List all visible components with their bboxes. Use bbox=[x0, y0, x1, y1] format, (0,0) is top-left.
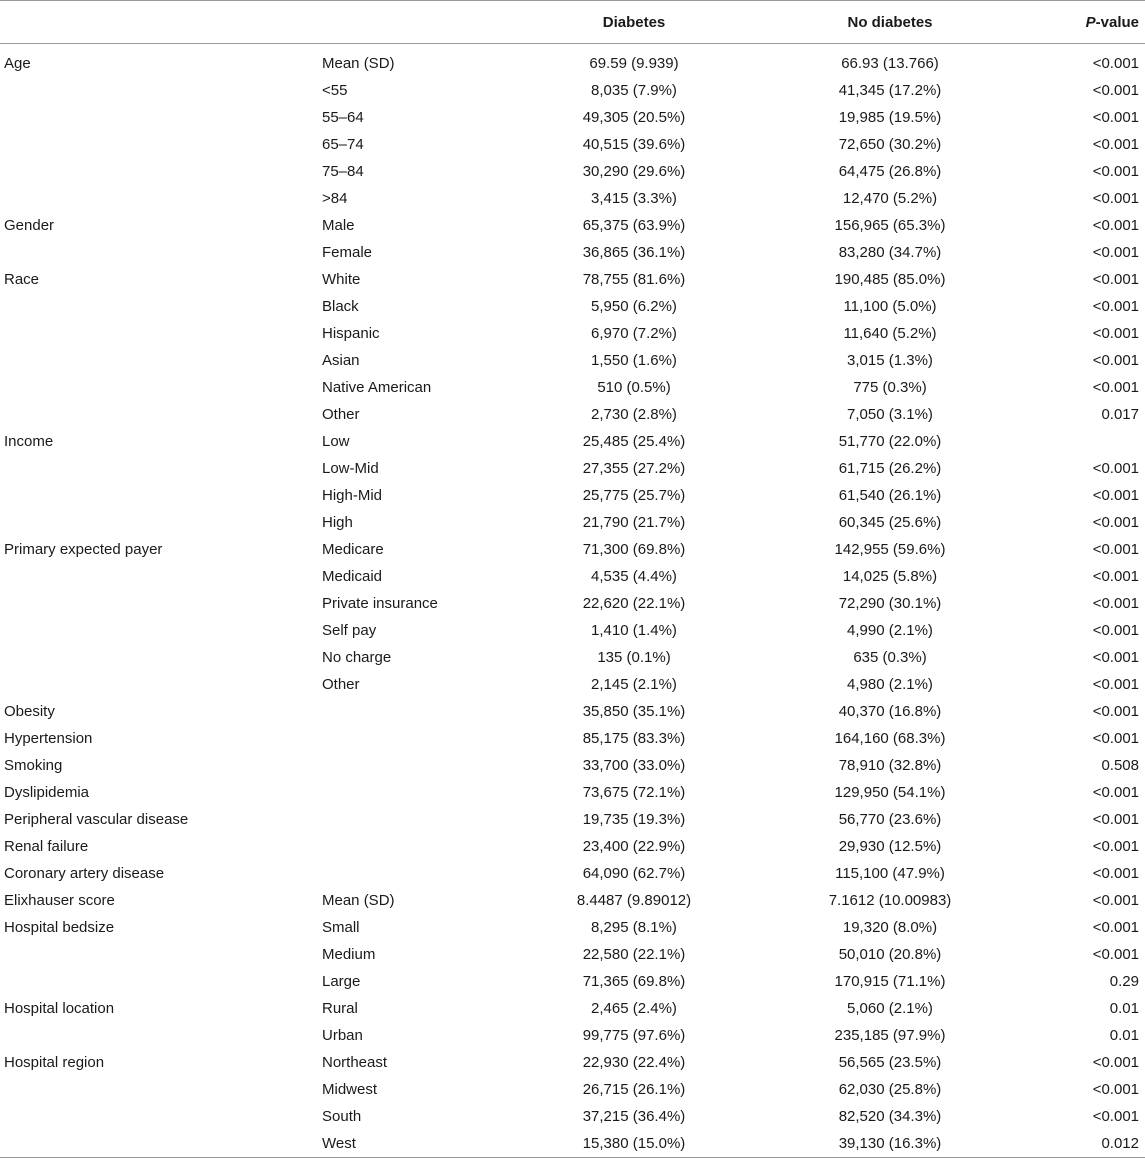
row-pvalue: <0.001 bbox=[1092, 136, 1139, 153]
table-row bbox=[0, 509, 1145, 536]
row-pvalue: <0.001 bbox=[1092, 163, 1139, 180]
table-body bbox=[0, 44, 1145, 1158]
row-no-diabetes-value: 5,060 (2.1%) bbox=[847, 1000, 933, 1017]
row-category: <55 bbox=[322, 82, 348, 99]
table-row bbox=[0, 860, 1145, 887]
row-no-diabetes-value: 61,540 (26.1%) bbox=[838, 487, 942, 504]
row-variable: Race bbox=[4, 271, 40, 288]
row-pvalue: 0.29 bbox=[1109, 973, 1139, 990]
row-diabetes-value: 5,950 (6.2%) bbox=[591, 298, 677, 315]
row-diabetes-value: 85,175 (83.3%) bbox=[582, 730, 686, 747]
row-pvalue: <0.001 bbox=[1092, 838, 1139, 855]
table-row bbox=[0, 44, 1145, 78]
row-pvalue: <0.001 bbox=[1092, 325, 1139, 342]
header-diabetes: Diabetes bbox=[508, 1, 760, 44]
row-diabetes-value: 4,535 (4.4%) bbox=[591, 568, 677, 585]
header-variable bbox=[0, 1, 318, 44]
table-row bbox=[0, 887, 1145, 914]
row-pvalue: <0.001 bbox=[1092, 919, 1139, 936]
row-category: Northeast bbox=[322, 1054, 388, 1071]
table-row bbox=[0, 833, 1145, 860]
header-pvalue-rest: -value bbox=[1095, 13, 1139, 31]
row-variable: Peripheral vascular disease bbox=[4, 811, 189, 828]
table-row bbox=[0, 401, 1145, 428]
row-no-diabetes-value: 7.1612 (10.00983) bbox=[828, 892, 952, 909]
row-category: Midwest bbox=[322, 1081, 378, 1098]
row-diabetes-value: 78,755 (81.6%) bbox=[582, 271, 686, 288]
row-variable bbox=[0, 293, 318, 320]
row-no-diabetes-value: 64,475 (26.8%) bbox=[838, 163, 942, 180]
row-no-diabetes-value: 83,280 (34.7%) bbox=[838, 244, 942, 261]
row-variable: Hospital location bbox=[4, 1000, 115, 1017]
row-diabetes-value: 19,735 (19.3%) bbox=[582, 811, 686, 828]
row-variable bbox=[0, 77, 318, 104]
table-row bbox=[0, 374, 1145, 401]
table-row bbox=[0, 347, 1145, 374]
row-variable bbox=[0, 239, 318, 266]
row-diabetes-value: 25,485 (25.4%) bbox=[582, 433, 686, 450]
row-pvalue: <0.001 bbox=[1092, 784, 1139, 801]
row-variable bbox=[0, 509, 318, 536]
row-category bbox=[318, 698, 508, 725]
row-variable: Hospital bedsize bbox=[4, 919, 115, 936]
row-category: Hispanic bbox=[322, 325, 380, 342]
row-diabetes-value: 22,930 (22.4%) bbox=[582, 1054, 686, 1071]
row-category: White bbox=[322, 271, 361, 288]
table-row bbox=[0, 104, 1145, 131]
row-category: Female bbox=[322, 244, 373, 261]
row-category: Other bbox=[322, 406, 360, 423]
row-category bbox=[318, 779, 508, 806]
row-no-diabetes-value: 60,345 (25.6%) bbox=[838, 514, 942, 531]
row-no-diabetes-value: 7,050 (3.1%) bbox=[847, 406, 933, 423]
row-category: Rural bbox=[322, 1000, 358, 1017]
row-pvalue: <0.001 bbox=[1092, 703, 1139, 720]
row-pvalue: <0.001 bbox=[1092, 298, 1139, 315]
row-variable bbox=[0, 320, 318, 347]
table-row bbox=[0, 131, 1145, 158]
row-category: Low-Mid bbox=[322, 460, 379, 477]
row-no-diabetes-value: 19,320 (8.0%) bbox=[842, 919, 938, 936]
table-header bbox=[0, 1, 1145, 44]
row-no-diabetes-value: 115,100 (47.9%) bbox=[835, 865, 945, 882]
row-category: 55–64 bbox=[322, 109, 364, 126]
row-no-diabetes-value: 11,100 (5.0%) bbox=[843, 298, 937, 315]
table-row bbox=[0, 293, 1145, 320]
row-no-diabetes-value: 29,930 (12.5%) bbox=[838, 838, 942, 855]
row-diabetes-value: 49,305 (20.5%) bbox=[582, 109, 686, 126]
row-diabetes-value: 33,700 (33.0%) bbox=[582, 757, 686, 774]
row-variable: Hospital region bbox=[4, 1054, 105, 1071]
row-pvalue: <0.001 bbox=[1092, 811, 1139, 828]
row-pvalue: <0.001 bbox=[1092, 730, 1139, 747]
row-no-diabetes-value: 56,770 (23.6%) bbox=[838, 811, 942, 828]
row-category: Low bbox=[322, 433, 350, 450]
row-pvalue: <0.001 bbox=[1092, 568, 1139, 585]
row-pvalue: 0.508 bbox=[1101, 757, 1139, 774]
row-no-diabetes-value: 82,520 (34.3%) bbox=[838, 1108, 942, 1125]
row-pvalue: <0.001 bbox=[1092, 946, 1139, 963]
row-pvalue: <0.001 bbox=[1092, 676, 1139, 693]
row-no-diabetes-value: 51,770 (22.0%) bbox=[838, 433, 942, 450]
row-variable bbox=[0, 671, 318, 698]
row-no-diabetes-value: 11,640 (5.2%) bbox=[843, 325, 937, 342]
row-pvalue: <0.001 bbox=[1092, 379, 1139, 396]
row-variable bbox=[0, 455, 318, 482]
row-diabetes-value: 2,145 (2.1%) bbox=[591, 676, 677, 693]
row-variable bbox=[0, 644, 318, 671]
row-diabetes-value: 27,355 (27.2%) bbox=[582, 460, 686, 477]
row-diabetes-value: 25,775 (25.7%) bbox=[582, 487, 686, 504]
row-no-diabetes-value: 635 (0.3%) bbox=[853, 649, 927, 666]
table-row bbox=[0, 482, 1145, 509]
row-variable: Elixhauser score bbox=[4, 892, 115, 909]
row-diabetes-value: 69.59 (9.939) bbox=[589, 55, 679, 72]
row-no-diabetes-value: 61,715 (26.2%) bbox=[838, 460, 942, 477]
row-diabetes-value: 8.4487 (9.89012) bbox=[576, 892, 692, 909]
row-pvalue: <0.001 bbox=[1092, 1081, 1139, 1098]
row-no-diabetes-value: 50,010 (20.8%) bbox=[838, 946, 942, 963]
row-diabetes-value: 2,465 (2.4%) bbox=[591, 1000, 677, 1017]
row-no-diabetes-value: 129,950 (54.1%) bbox=[834, 784, 946, 801]
table-row bbox=[0, 266, 1145, 293]
row-variable bbox=[0, 1130, 318, 1158]
table-row bbox=[0, 995, 1145, 1022]
row-diabetes-value: 26,715 (26.1%) bbox=[582, 1081, 686, 1098]
table-row bbox=[0, 698, 1145, 725]
row-category: South bbox=[322, 1108, 362, 1125]
row-pvalue: <0.001 bbox=[1092, 892, 1139, 909]
row-no-diabetes-value: 56,565 (23.5%) bbox=[838, 1054, 942, 1071]
row-pvalue: <0.001 bbox=[1092, 217, 1139, 234]
row-no-diabetes-value: 41,345 (17.2%) bbox=[838, 82, 942, 99]
table-row bbox=[0, 239, 1145, 266]
row-variable bbox=[0, 185, 318, 212]
row-diabetes-value: 8,295 (8.1%) bbox=[591, 919, 677, 936]
row-variable: Obesity bbox=[4, 703, 55, 720]
table-row bbox=[0, 77, 1145, 104]
row-variable bbox=[0, 374, 318, 401]
row-diabetes-value: 36,865 (36.1%) bbox=[582, 244, 686, 261]
row-pvalue: 0.012 bbox=[1020, 1130, 1145, 1158]
row-diabetes-value: 99,775 (97.6%) bbox=[582, 1027, 686, 1044]
row-variable: Dyslipidemia bbox=[4, 784, 90, 801]
header-pvalue-italic: P bbox=[1085, 13, 1096, 31]
row-category: Male bbox=[322, 217, 355, 234]
row-pvalue: <0.001 bbox=[1092, 190, 1139, 207]
row-diabetes-value: 65,375 (63.9%) bbox=[582, 217, 686, 234]
row-variable bbox=[0, 590, 318, 617]
row-category bbox=[318, 860, 508, 887]
row-variable bbox=[0, 131, 318, 158]
row-category bbox=[318, 725, 508, 752]
table-row bbox=[0, 536, 1145, 563]
row-variable bbox=[0, 617, 318, 644]
table-row bbox=[0, 320, 1145, 347]
row-category: Large bbox=[322, 973, 361, 990]
row-no-diabetes-value: 72,290 (30.1%) bbox=[838, 595, 942, 612]
row-pvalue: <0.001 bbox=[1092, 109, 1139, 126]
row-pvalue: <0.001 bbox=[1092, 271, 1139, 288]
row-variable bbox=[0, 1022, 318, 1049]
row-pvalue: <0.001 bbox=[1092, 1054, 1139, 1071]
row-variable: Smoking bbox=[4, 757, 63, 774]
row-diabetes-value: 30,290 (29.6%) bbox=[582, 163, 686, 180]
row-category: Black bbox=[322, 298, 359, 315]
table-row bbox=[0, 806, 1145, 833]
row-category bbox=[318, 806, 508, 833]
row-no-diabetes-value: 4,980 (2.1%) bbox=[847, 676, 933, 693]
row-variable: Coronary artery disease bbox=[4, 865, 165, 882]
row-pvalue: 0.01 bbox=[1109, 1027, 1139, 1044]
row-variable: Primary expected payer bbox=[4, 541, 163, 558]
table-row bbox=[0, 1022, 1145, 1049]
row-no-diabetes-value: 19,985 (19.5%) bbox=[838, 109, 942, 126]
row-pvalue: <0.001 bbox=[1092, 865, 1139, 882]
row-variable: Income bbox=[4, 433, 54, 450]
table-row bbox=[0, 1103, 1145, 1130]
row-no-diabetes-value: 156,965 (65.3%) bbox=[834, 217, 946, 234]
row-variable bbox=[0, 1076, 318, 1103]
row-pvalue: <0.001 bbox=[1092, 622, 1139, 639]
row-diabetes-value: 40,515 (39.6%) bbox=[582, 136, 686, 153]
row-pvalue: <0.001 bbox=[1092, 1108, 1139, 1125]
row-diabetes-value: 510 (0.5%) bbox=[597, 379, 671, 396]
table-row bbox=[0, 590, 1145, 617]
row-diabetes-value: 3,415 (3.3%) bbox=[591, 190, 677, 207]
table-row bbox=[0, 185, 1145, 212]
row-diabetes-value: 1,410 (1.4%) bbox=[591, 622, 677, 639]
row-pvalue: <0.001 bbox=[1092, 55, 1139, 72]
row-no-diabetes-value: 40,370 (16.8%) bbox=[838, 703, 942, 720]
row-diabetes-value: 135 (0.1%) bbox=[597, 649, 671, 666]
row-category: Medicaid bbox=[322, 568, 383, 585]
row-category: Medium bbox=[322, 946, 376, 963]
row-category: Native American bbox=[322, 379, 432, 396]
row-category: High bbox=[322, 514, 353, 531]
row-no-diabetes-value: 12,470 (5.2%) bbox=[842, 190, 938, 207]
row-no-diabetes-value: 235,185 (97.9%) bbox=[834, 1027, 946, 1044]
table-row bbox=[0, 428, 1145, 455]
row-category: Asian bbox=[322, 352, 360, 369]
table-row bbox=[0, 752, 1145, 779]
row-no-diabetes-value: 62,030 (25.8%) bbox=[838, 1081, 942, 1098]
row-pvalue: <0.001 bbox=[1092, 82, 1139, 99]
row-variable bbox=[0, 563, 318, 590]
table-row bbox=[0, 1049, 1145, 1076]
row-variable bbox=[0, 941, 318, 968]
row-diabetes-value: 22,580 (22.1%) bbox=[582, 946, 686, 963]
row-category: High-Mid bbox=[322, 487, 383, 504]
row-variable bbox=[0, 104, 318, 131]
row-variable bbox=[0, 1103, 318, 1130]
row-diabetes-value: 21,790 (21.7%) bbox=[582, 514, 686, 531]
row-diabetes-value: 71,300 (69.8%) bbox=[582, 541, 686, 558]
row-diabetes-value: 37,215 (36.4%) bbox=[582, 1108, 686, 1125]
row-no-diabetes-value: 39,130 (16.3%) bbox=[760, 1130, 1020, 1158]
table-row bbox=[0, 779, 1145, 806]
table-row bbox=[0, 563, 1145, 590]
row-variable bbox=[0, 482, 318, 509]
table-row bbox=[0, 941, 1145, 968]
row-diabetes-value: 35,850 (35.1%) bbox=[582, 703, 686, 720]
table-row bbox=[0, 644, 1145, 671]
row-diabetes-value: 8,035 (7.9%) bbox=[591, 82, 677, 99]
row-pvalue: <0.001 bbox=[1092, 541, 1139, 558]
header-pvalue bbox=[1020, 1, 1145, 44]
row-diabetes-value: 73,675 (72.1%) bbox=[582, 784, 686, 801]
table-row bbox=[0, 914, 1145, 941]
row-category: West bbox=[318, 1130, 508, 1158]
row-variable bbox=[0, 347, 318, 374]
row-pvalue: 0.01 bbox=[1109, 1000, 1139, 1017]
row-variable bbox=[0, 968, 318, 995]
row-no-diabetes-value: 72,650 (30.2%) bbox=[838, 136, 942, 153]
row-pvalue: <0.001 bbox=[1092, 460, 1139, 477]
table-row bbox=[0, 158, 1145, 185]
row-pvalue: <0.001 bbox=[1092, 595, 1139, 612]
row-no-diabetes-value: 3,015 (1.3%) bbox=[847, 352, 933, 369]
row-no-diabetes-value: 775 (0.3%) bbox=[853, 379, 927, 396]
row-variable: Gender bbox=[4, 217, 55, 234]
row-pvalue: <0.001 bbox=[1092, 352, 1139, 369]
row-category: Private insurance bbox=[322, 595, 438, 612]
table-row bbox=[0, 968, 1145, 995]
row-no-diabetes-value: 4,990 (2.1%) bbox=[847, 622, 933, 639]
row-category: 65–74 bbox=[322, 136, 364, 153]
row-category: Small bbox=[322, 919, 360, 936]
row-diabetes-value: 23,400 (22.9%) bbox=[582, 838, 686, 855]
row-diabetes-value: 71,365 (69.8%) bbox=[582, 973, 686, 990]
row-no-diabetes-value: 170,915 (71.1%) bbox=[834, 973, 946, 990]
row-no-diabetes-value: 66.93 (13.766) bbox=[841, 55, 939, 72]
row-pvalue: <0.001 bbox=[1092, 487, 1139, 504]
row-variable bbox=[0, 158, 318, 185]
table-row bbox=[0, 1076, 1145, 1103]
row-no-diabetes-value: 78,910 (32.8%) bbox=[838, 757, 942, 774]
table-row bbox=[0, 671, 1145, 698]
table-row bbox=[0, 1130, 1145, 1158]
row-category: >84 bbox=[322, 190, 348, 207]
row-category bbox=[318, 752, 508, 779]
row-category: Medicare bbox=[322, 541, 384, 558]
row-category: Urban bbox=[322, 1027, 363, 1044]
table-row bbox=[0, 725, 1145, 752]
row-category: Mean (SD) bbox=[322, 55, 395, 72]
row-pvalue: <0.001 bbox=[1092, 649, 1139, 666]
row-diabetes-value: 2,730 (2.8%) bbox=[591, 406, 677, 423]
header-category bbox=[318, 1, 508, 44]
row-diabetes-value: 1,550 (1.6%) bbox=[591, 352, 677, 369]
row-diabetes-value: 6,970 (7.2%) bbox=[591, 325, 677, 342]
table-row bbox=[0, 212, 1145, 239]
row-category: Self pay bbox=[322, 622, 377, 639]
row-variable bbox=[0, 401, 318, 428]
row-pvalue: <0.001 bbox=[1092, 514, 1139, 531]
header-row bbox=[0, 1, 1145, 44]
row-category: Mean (SD) bbox=[322, 892, 395, 909]
row-pvalue: 0.017 bbox=[1101, 406, 1139, 423]
row-variable: Age bbox=[4, 55, 31, 72]
row-category: No charge bbox=[322, 649, 392, 666]
row-variable: Renal failure bbox=[4, 838, 89, 855]
table-row bbox=[0, 455, 1145, 482]
row-category bbox=[318, 833, 508, 860]
row-category: Other bbox=[322, 676, 360, 693]
table-row bbox=[0, 617, 1145, 644]
row-pvalue bbox=[1020, 428, 1145, 455]
row-no-diabetes-value: 142,955 (59.6%) bbox=[834, 541, 946, 558]
row-diabetes-value: 15,380 (15.0%) bbox=[508, 1130, 760, 1158]
header-no-diabetes: No diabetes bbox=[760, 1, 1020, 44]
row-no-diabetes-value: 164,160 (68.3%) bbox=[834, 730, 946, 747]
row-diabetes-value: 22,620 (22.1%) bbox=[582, 595, 686, 612]
row-no-diabetes-value: 14,025 (5.8%) bbox=[842, 568, 938, 585]
row-diabetes-value: 64,090 (62.7%) bbox=[582, 865, 686, 882]
row-pvalue: <0.001 bbox=[1092, 244, 1139, 261]
row-variable: Hypertension bbox=[4, 730, 93, 747]
row-category: 75–84 bbox=[322, 163, 364, 180]
row-no-diabetes-value: 190,485 (85.0%) bbox=[834, 271, 946, 288]
